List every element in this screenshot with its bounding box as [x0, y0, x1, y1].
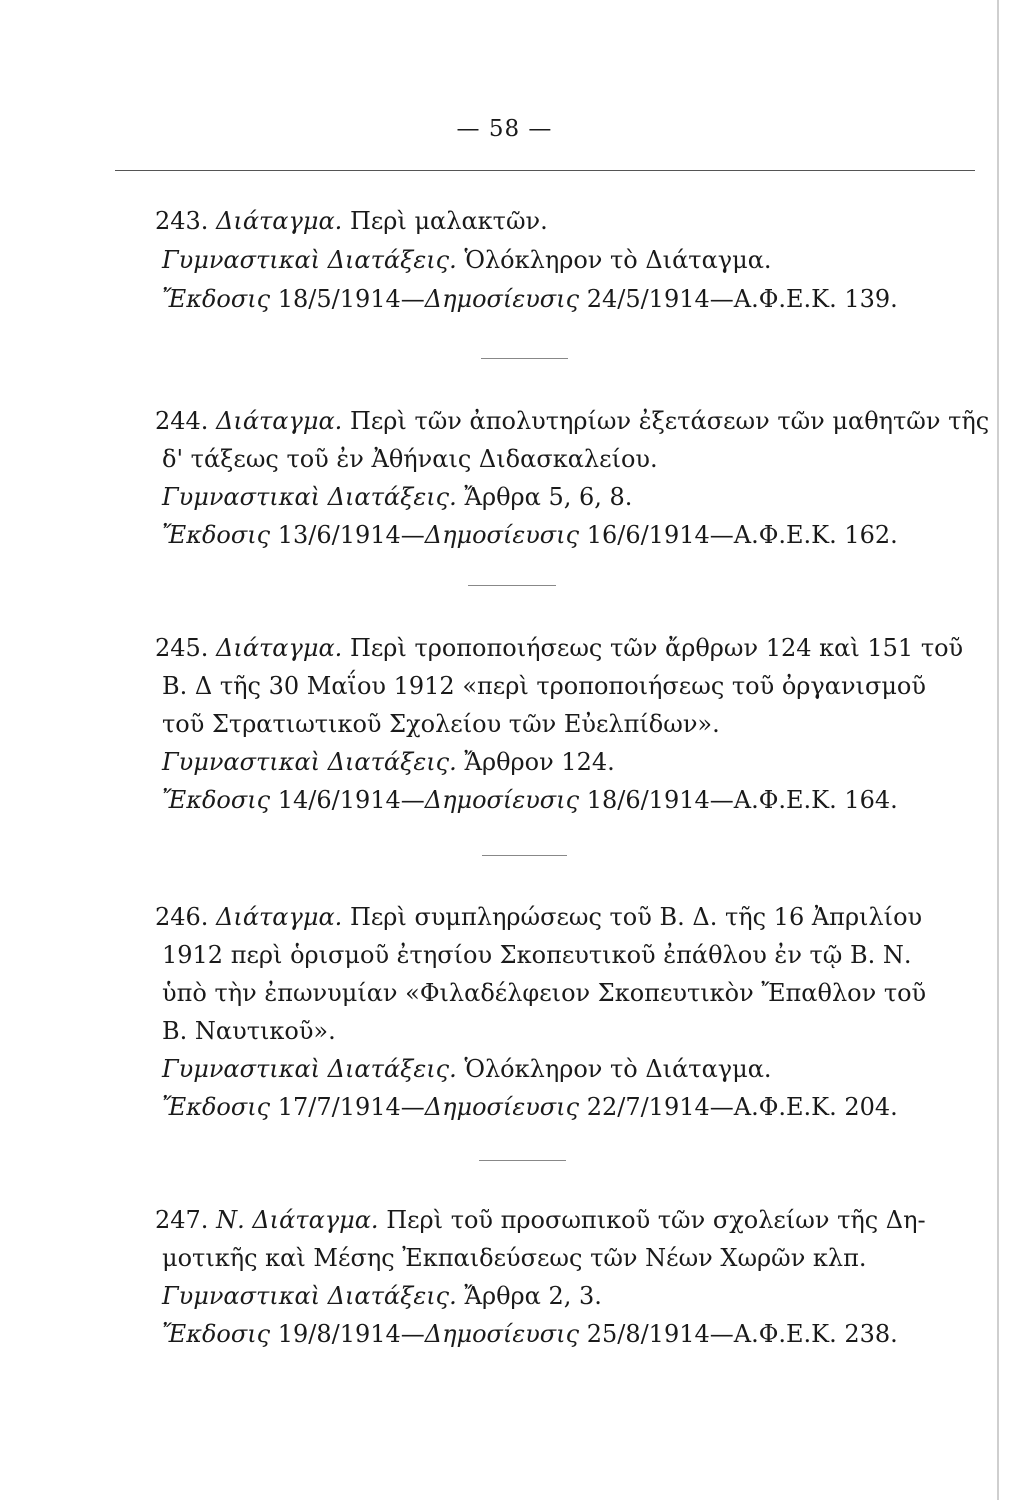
- entry-text: Ἄρθρον 124.: [464, 748, 615, 776]
- entry-line: [160, 241, 980, 280]
- entry-line: [160, 440, 980, 478]
- entry-text: Περὶ τῶν ἀπολυτηρίων ἐξετάσεων τῶν μαθητῶν τῆς: [349, 407, 990, 435]
- entry-text: 17/7/1914—: [277, 1093, 425, 1121]
- entry-text: δ' τάξεως τοῦ ἐν Ἀθήναις Διδασκαλείου.: [162, 445, 658, 473]
- entry-text: 22/7/1914—Α.Φ.Ε.Κ. 204.: [586, 1093, 898, 1121]
- entry-text: ὑπὸ τὴν ἐπωνυμίαν «Φιλαδέλφειον Σκοπευτικὸν Ἔπαθλον τοῦ: [162, 979, 927, 1007]
- entry-text: Ὁλόκληρον τὸ Διάταγμα.: [464, 1055, 772, 1083]
- entry-label: Δημοσίευσις: [424, 521, 580, 549]
- entry-text: 18/5/1914—: [277, 285, 425, 313]
- entry-line: [160, 781, 980, 819]
- entry-label: Δημοσίευσις: [424, 1320, 580, 1348]
- entry-line: [160, 1012, 980, 1050]
- entry-line: [160, 1277, 980, 1315]
- entry-text: 16/6/1914—Α.Φ.Ε.Κ. 162.: [586, 521, 898, 549]
- entry-line: [160, 705, 980, 743]
- entry-line: [160, 936, 980, 974]
- header-rule: [115, 170, 975, 171]
- entry-text: 18/6/1914—Α.Φ.Ε.Κ. 164.: [586, 786, 898, 814]
- entry-text: Περὶ τροποποιήσεως τῶν ἄρθρων 124 καὶ 151 τοῦ: [349, 634, 964, 662]
- entry-label: Ἔκδοσις: [162, 521, 271, 549]
- entry-line: [160, 1088, 980, 1126]
- entry-line: [160, 478, 980, 516]
- entry-number: 247.: [155, 1206, 209, 1234]
- entry-label: Δημοσίευσις: [424, 1093, 580, 1121]
- entry-line: [160, 1315, 980, 1353]
- separator-rule: [468, 585, 556, 586]
- entry-number: 245.: [155, 634, 209, 662]
- entry-text: 19/8/1914—: [277, 1320, 425, 1348]
- entry-line: [155, 898, 980, 936]
- entry-line: [155, 402, 990, 440]
- entry-text: Περὶ συμπληρώσεως τοῦ Β. Δ. τῆς 16 Ἀπριλίου: [349, 903, 923, 931]
- entry-label: Διάταγμα.: [216, 903, 343, 931]
- entry-text: 25/8/1914—Α.Φ.Ε.Κ. 238.: [586, 1320, 898, 1348]
- entry-label: Γυμναστικαὶ Διατάξεις.: [162, 748, 457, 776]
- entry-number: 244.: [155, 407, 209, 435]
- entry-label: Γυμναστικαὶ Διατάξεις.: [162, 1055, 457, 1083]
- entry-text: Περὶ μαλακτῶν.: [349, 207, 548, 235]
- entry-text: τοῦ Στρατιωτικοῦ Σχολείου τῶν Εὐελπίδων».: [162, 710, 720, 738]
- entry-line: [155, 1201, 980, 1239]
- entry-text: 1912 περὶ ὁρισμοῦ ἐτησίου Σκοπευτικοῦ ἐπάθλου ἐν τῷ Β. Ν.: [162, 941, 912, 969]
- page-number: — 58 —: [456, 116, 553, 142]
- decree-entry: [155, 202, 980, 319]
- entry-line: [155, 629, 980, 667]
- entry-line: [160, 743, 980, 781]
- entry-line: [160, 280, 980, 319]
- separator-rule: [481, 358, 568, 359]
- entry-line: [160, 1239, 980, 1277]
- entry-label: Ἔκδοσις: [162, 1093, 271, 1121]
- entry-text: Ἄρθρα 2, 3.: [464, 1282, 602, 1310]
- entry-text: 14/6/1914—: [277, 786, 425, 814]
- entry-text: 13/6/1914—: [277, 521, 425, 549]
- decree-entry: [155, 629, 980, 819]
- entry-number: 246.: [155, 903, 209, 931]
- entry-text: Β. Δ τῆς 30 Μαΐου 1912 «περὶ τροποποιήσεως τοῦ ὀργανισμοῦ: [162, 672, 926, 700]
- entry-text: 24/5/1914—Α.Φ.Ε.Κ. 139.: [586, 285, 898, 313]
- entry-label: Ν. Διάταγμα.: [216, 1206, 379, 1234]
- entry-number: 243.: [155, 207, 209, 235]
- decree-entry: [155, 402, 990, 554]
- entry-line: [155, 202, 980, 241]
- entry-label: Ἔκδοσις: [162, 285, 271, 313]
- entry-label: Γυμναστικαὶ Διατάξεις.: [162, 1282, 457, 1310]
- entry-label: Διάταγμα.: [216, 207, 343, 235]
- decree-entry: [155, 1201, 980, 1353]
- entry-label: Δημοσίευσις: [424, 285, 580, 313]
- separator-rule: [479, 1160, 566, 1161]
- entry-text: Περὶ τοῦ προσωπικοῦ τῶν σχολείων τῆς Δη-: [386, 1206, 926, 1234]
- entry-line: [160, 516, 980, 554]
- entry-line: [160, 974, 980, 1012]
- entry-label: Δημοσίευσις: [424, 786, 580, 814]
- entry-text: Ἄρθρα 5, 6, 8.: [464, 483, 633, 511]
- entry-line: [160, 1050, 980, 1088]
- entry-label: Διάταγμα.: [216, 634, 343, 662]
- entry-label: Γυμναστικαὶ Διατάξεις.: [162, 483, 457, 511]
- entry-label: Γυμναστικαὶ Διατάξεις.: [162, 246, 457, 274]
- entry-text: Β. Ναυτικοῦ».: [162, 1017, 336, 1045]
- entry-label: Διάταγμα.: [216, 407, 343, 435]
- entry-text: μοτικῆς καὶ Μέσης Ἐκπαιδεύσεως τῶν Νέων Χωρῶν κλπ.: [162, 1244, 867, 1272]
- decree-entry: [155, 898, 980, 1126]
- page-edge: [997, 0, 999, 1500]
- separator-rule: [482, 855, 567, 856]
- entry-label: Ἔκδοσις: [162, 1320, 271, 1348]
- entry-line: [160, 667, 980, 705]
- entry-label: Ἔκδοσις: [162, 786, 271, 814]
- entry-text: Ὁλόκληρον τὸ Διάταγμα.: [464, 246, 772, 274]
